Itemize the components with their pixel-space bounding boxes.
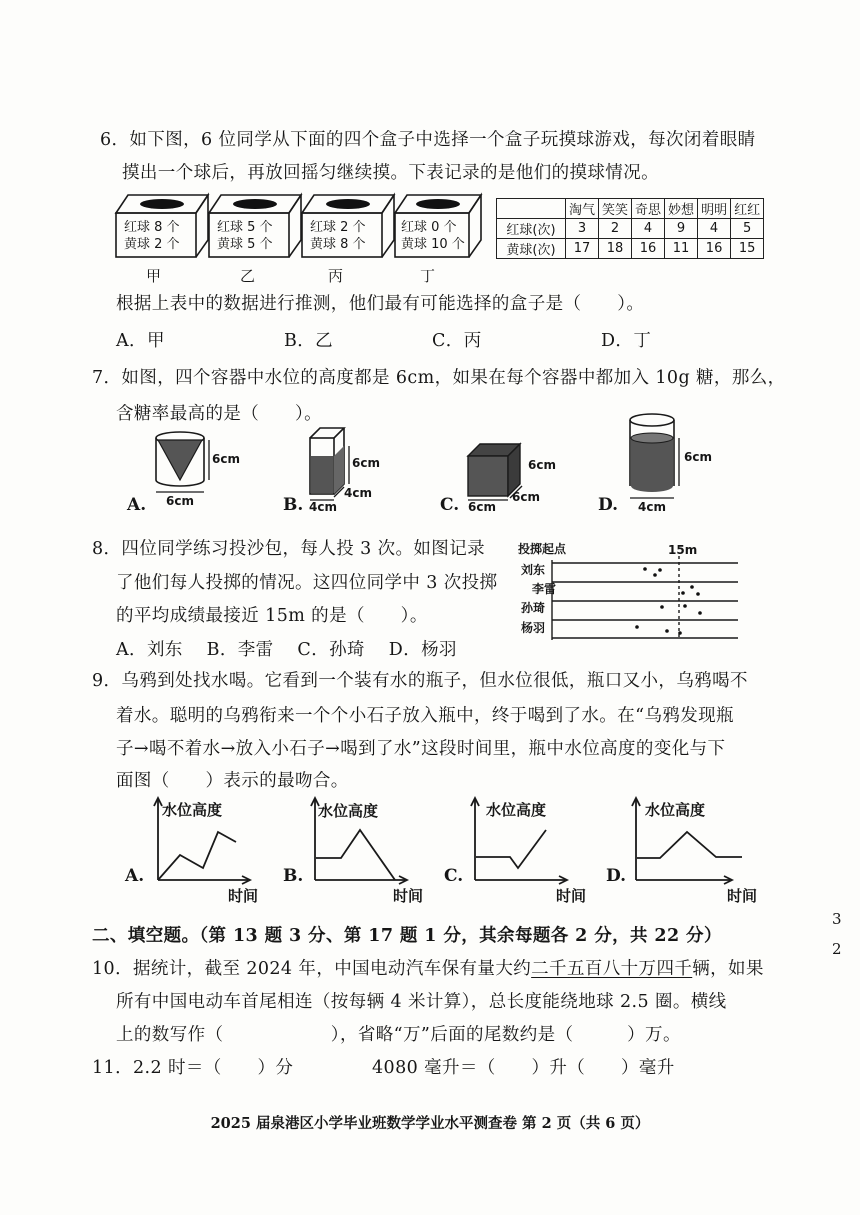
q9-option-d: D. bbox=[606, 866, 627, 886]
q7-option-d: D. bbox=[598, 495, 619, 515]
table-cell: 5 bbox=[731, 219, 764, 239]
q8-line2: 了他们每人投掷的情况。这四位同学中 3 次投掷 bbox=[116, 573, 498, 593]
q9-option-c: C. bbox=[444, 866, 464, 886]
table-cell: 红红 bbox=[731, 199, 764, 219]
q8-name-liudong: 刘东 bbox=[521, 563, 546, 577]
table-cell: 明明 bbox=[698, 199, 731, 219]
q9-option-b: B. bbox=[283, 866, 304, 886]
box-name-jia: 甲 bbox=[146, 267, 162, 285]
table-cell: 18 bbox=[599, 239, 632, 259]
table-cell: 黄球(次) bbox=[497, 239, 566, 259]
table-cell: 3 bbox=[566, 219, 599, 239]
box-bing-label: 红球 2 个 黄球 8 个 bbox=[310, 220, 366, 252]
q6-option-a: A．甲 bbox=[116, 331, 165, 351]
q7-line2: 含糖率最高的是（ ）。 bbox=[116, 404, 323, 424]
q7-b-depth: 4cm bbox=[344, 486, 372, 500]
box-ding-label: 红球 0 个 黄球 10 个 bbox=[401, 220, 465, 252]
table-cell: 15 bbox=[731, 239, 764, 259]
table-cell: 奇思 bbox=[632, 199, 665, 219]
q10-underlined-number: 二千五百八十万四千 bbox=[531, 959, 693, 979]
q9-line1: 9．乌鸦到处找水喝。它看到一个装有水的瓶子，但水位很低，瓶口又小，乌鸦喝不 bbox=[92, 671, 748, 691]
table-cell: 16 bbox=[632, 239, 665, 259]
box-name-ding: 丁 bbox=[420, 267, 436, 285]
q9-b-ylabel: 水位高度 bbox=[318, 802, 379, 820]
q8-name-yangyu: 杨羽 bbox=[521, 621, 546, 635]
q7-option-c: C. bbox=[440, 495, 460, 515]
q9-d-ylabel: 水位高度 bbox=[645, 801, 706, 819]
q10-line3: 上的数写作（ ），省略“万”后面的尾数约是（ ）万。 bbox=[116, 1025, 681, 1045]
q9-option-a: A. bbox=[125, 866, 145, 886]
q8-name-sunqi: 孙琦 bbox=[521, 601, 546, 615]
q9-line3: 子→喝不着水→放入小石子→喝到了水”这段时间里，瓶中水位高度的变化与下 bbox=[116, 739, 726, 759]
table-cell: 笑笑 bbox=[599, 199, 632, 219]
q7-line1: 7．如图，四个容器中水位的高度都是 6cm，如果在每个容器中都加入 10g 糖，那么， bbox=[92, 368, 786, 388]
table-cell: 11 bbox=[665, 239, 698, 259]
q7-b-height: 6cm bbox=[352, 456, 380, 470]
page-footer: 2025 届泉港区小学毕业班数学学业水平测查卷 第 2 页（共 6 页） bbox=[210, 1115, 650, 1132]
q9-c-xlabel: 时间 bbox=[556, 887, 587, 905]
box-jia-label: 红球 8 个 黄球 2 个 bbox=[124, 220, 180, 252]
q7-option-a: A. bbox=[127, 495, 147, 515]
q9-a-xlabel: 时间 bbox=[228, 887, 259, 905]
margin-mark-2: 2 bbox=[832, 940, 842, 958]
q7-d-height: 6cm bbox=[684, 450, 712, 464]
section2-title: 二、填空题。（第 13 题 3 分、第 17 题 1 分，其余每题各 2 分，共 22 分） bbox=[92, 926, 722, 946]
q9-line4: 面图（ ）表示的最吻合。 bbox=[116, 771, 349, 791]
q10-line2: 所有中国电动车首尾相连（按每辆 4 米计算），总长度能绕地球 2.5 圈。横线 bbox=[116, 992, 727, 1012]
q9-b-xlabel: 时间 bbox=[393, 887, 424, 905]
q8-15m-label: 15m bbox=[668, 543, 698, 557]
table-cell: 4 bbox=[698, 219, 731, 239]
q7-b-width: 4cm bbox=[309, 500, 337, 514]
q7-d-width: 4cm bbox=[638, 500, 666, 514]
q7-a-width: 6cm bbox=[166, 494, 194, 508]
q7-a-height: 6cm bbox=[212, 452, 240, 466]
q9-a-ylabel: 水位高度 bbox=[162, 801, 223, 819]
margin-mark-1: 3 bbox=[832, 910, 842, 928]
table-cell: 9 bbox=[665, 219, 698, 239]
q6-option-d: D．丁 bbox=[601, 331, 652, 351]
q6-option-c: C．丙 bbox=[432, 331, 482, 351]
table-cell: 妙想 bbox=[665, 199, 698, 219]
q8-options: A．刘东 B．李雷 C．孙琦 D．杨羽 bbox=[116, 640, 457, 660]
box-name-bing: 丙 bbox=[328, 267, 344, 285]
table-cell: 红球(次) bbox=[497, 219, 566, 239]
table-cell: 2 bbox=[599, 219, 632, 239]
table-cell: 淘气 bbox=[566, 199, 599, 219]
q6-line1: 6．如下图，6 位同学从下面的四个盒子中选择一个盒子玩摸球游戏，每次闭着眼睛 bbox=[100, 130, 756, 150]
q7-c-height: 6cm bbox=[528, 458, 556, 472]
box-name-yi: 乙 bbox=[240, 267, 256, 285]
q9-line2: 着水。聪明的乌鸦衔来一个个小石子放入瓶中，终于喝到了水。在“乌鸦发现瓶 bbox=[116, 706, 734, 726]
q7-c-width: 6cm bbox=[468, 500, 496, 514]
q7-option-b: B. bbox=[283, 495, 304, 515]
q6-question: 根据上表中的数据进行推测，他们最有可能选择的盒子是（ ）。 bbox=[116, 294, 645, 314]
q6-line2: 摸出一个球后，再放回摇匀继续摸。下表记录的是他们的摸球情况。 bbox=[122, 163, 659, 183]
table-cell: 4 bbox=[632, 219, 665, 239]
q8-line1: 8．四位同学练习投沙包，每人投 3 次。如图记录 bbox=[92, 539, 485, 559]
table-cell: 16 bbox=[698, 239, 731, 259]
table-cell: 17 bbox=[566, 239, 599, 259]
q10-line1: 10．据统计，截至 2024 年，中国电动汽车保有量大约二千五百八十万四千辆，如果 bbox=[92, 959, 764, 979]
q9-c-ylabel: 水位高度 bbox=[486, 801, 547, 819]
q9-d-xlabel: 时间 bbox=[727, 887, 758, 905]
q7-c-depth: 6cm bbox=[512, 490, 540, 504]
q11-part2: 4080 毫升＝（ ）升（ ）毫升 bbox=[372, 1058, 675, 1078]
q8-start-label: 投掷起点 bbox=[518, 542, 567, 556]
q8-line3: 的平均成绩最接近 15m 的是（ ）。 bbox=[116, 606, 428, 626]
q8-name-lilei: 李雷 bbox=[532, 582, 557, 596]
q6-option-b: B．乙 bbox=[284, 331, 334, 351]
q11-part1: 11．2.2 时＝（ ）分 bbox=[92, 1058, 294, 1078]
box-yi-label: 红球 5 个 黄球 5 个 bbox=[217, 220, 273, 252]
